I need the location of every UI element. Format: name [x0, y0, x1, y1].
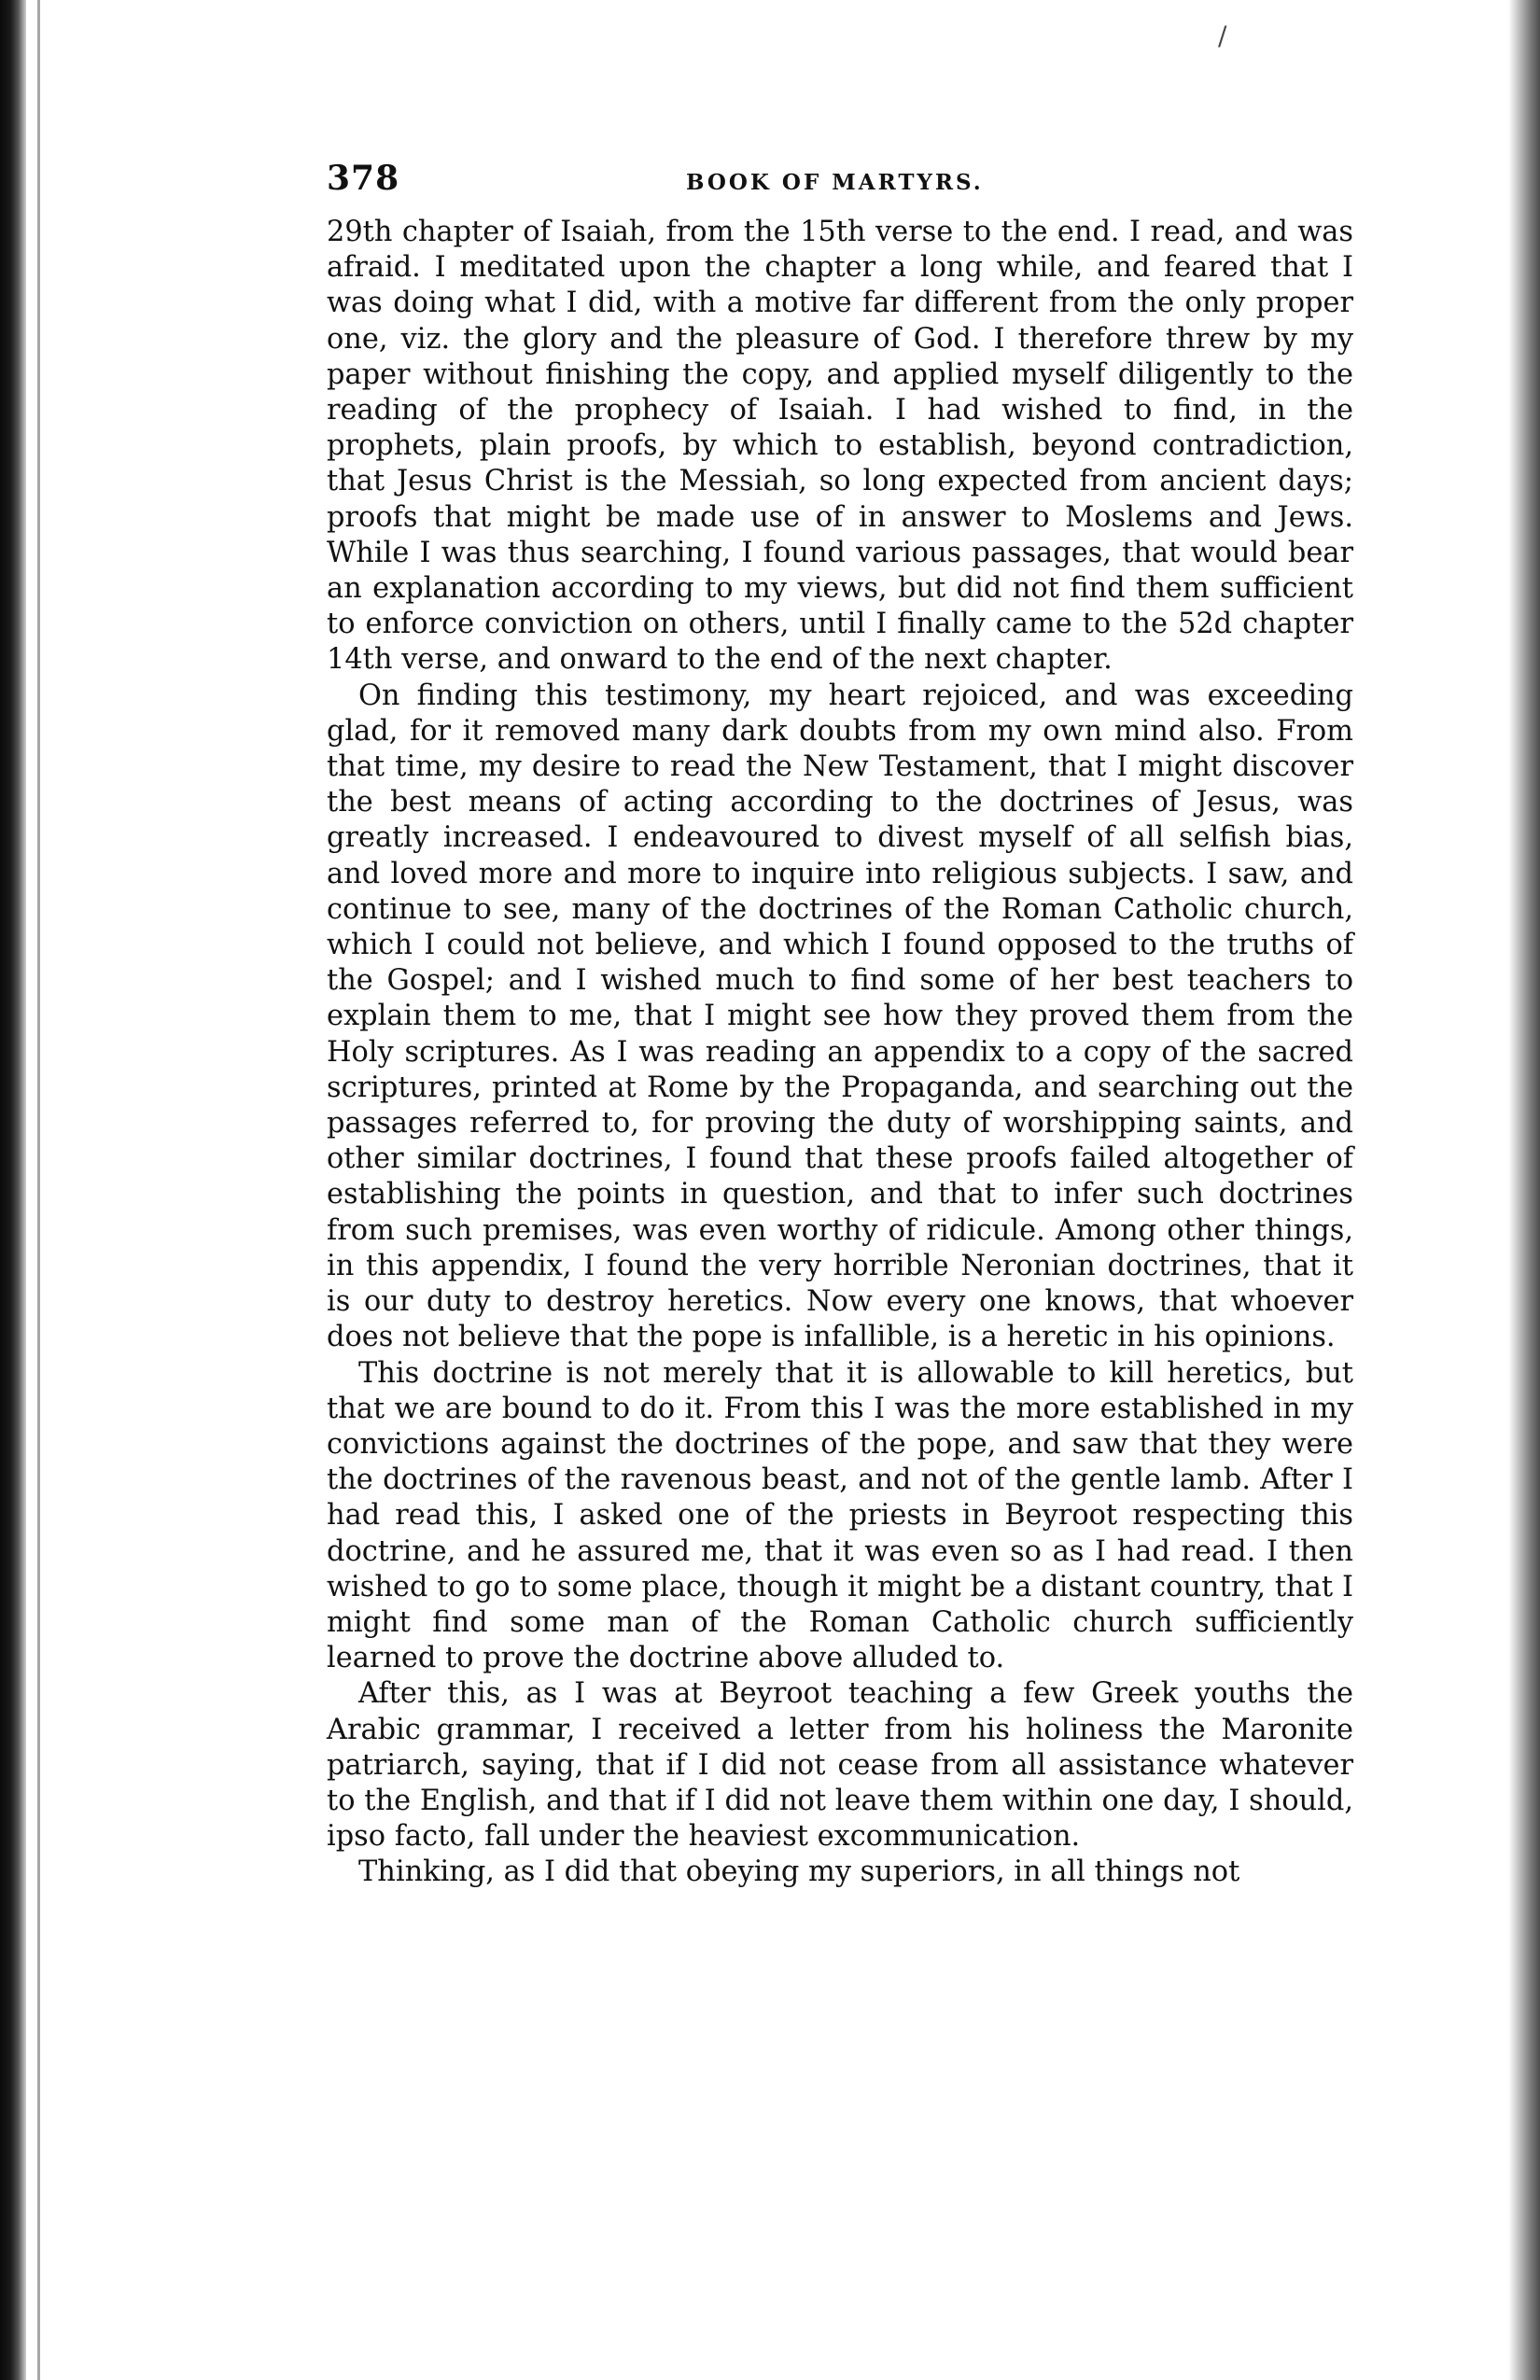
body-text — [327, 215, 1353, 1891]
paragraph-5: Thinking, as I did that obeying my superiors, in all things not — [358, 1855, 1240, 1889]
scan-right-edge — [1508, 0, 1540, 2380]
paragraph-3: This doctrine is not merely that it is allowable to kill heretics, but that we are bound to do it. From this I was the more established in my convictions against the doctrines of the pope, and saw that they were the doctrines of the ravenous beast, and not of the gentle lamb. After I had read this, I asked one of the priests in Beyroot respecting this doctrine, and he assured me, that it was even so as I had read. I then wished to go to some place, though it might be a distant country, that I might find some man of the Roman Catholic church sufficiently learned to prove the doctrine above alluded to. — [327, 1356, 1353, 1675]
page-number: 378 — [327, 159, 400, 198]
paragraph-2: On finding this testimony, my heart rejoiced, and was exceeding glad, for it removed many dark doubts from my own mind also. From that time, my desire to read the New Testament, that I might discover the best means of acting according to the doctrines of Jesus, was greatly increased. I endeavoured to divest myself of all selfish bias, and loved more and more to inquire into religious subjects. I saw, and continue to see, many of the doctrines of the Roman Catholic church, which I could not believe, and which I found opposed to the truths of the Gospel; and I wished much to find some of her best teachers to explain them to me, that I might see how they proved them from the Holy scriptures. As I was reading an appendix to a copy of the sacred scriptures, printed at Rome by the Propaganda, and searching out the passages referred to, for proving the duty of worshipping saints, and other similar doctrines, I found that these proofs failed altogether of establishing the points in question, and that to infer such doctrines from such premises, was even worthy of ridicule. Among other things, in this appendix, I found the very horrible Neronian doctrines, that it is our duty to destroy heretics. Now every one knows, that whoever does not believe that the pope is infallible, is a heretic in his opinions. — [327, 679, 1353, 1354]
corner-mark: / — [1218, 21, 1227, 51]
scan-left-edge — [0, 0, 26, 2380]
scan-binding-line — [37, 0, 40, 2380]
paragraph-4: After this, as I was at Beyroot teaching a few Greek youths the Arabic grammar, I received a letter from his holiness the Maronite patriarch, saying, that if I did not cease from all assistance whatever to the English, and that if I did not leave them within one day, I should, ipso facto, fall under the heaviest excommunication. — [327, 1677, 1353, 1854]
running-title: BOOK OF MARTYRS. — [686, 170, 984, 195]
running-head — [327, 159, 1353, 205]
paragraph-1: 29th chapter of Isaiah, from the 15th verse to the end. I read, and was afraid. I meditated upon the chapter a long while, and feared that I was doing what I did, with a motive far different from the only proper one, viz. the glory and the pleasure of God. I therefore threw by my paper without finishing the copy, and applied myself diligently to the reading of the prophecy of Isaiah. I had wished to find, in the prophets, plain proofs, by which to establish, beyond contradiction, that Jesus Christ is the Messiah, so long expected from ancient days; proofs that might be made use of in answer to Moslems and Jews. While I was thus searching, I found various passages, that would bear an explanation according to my views, but did not find them sufficient to enforce conviction on others, until I finally came to the 52d chapter 14th verse, and onward to the end of the next chapter. — [327, 216, 1353, 677]
